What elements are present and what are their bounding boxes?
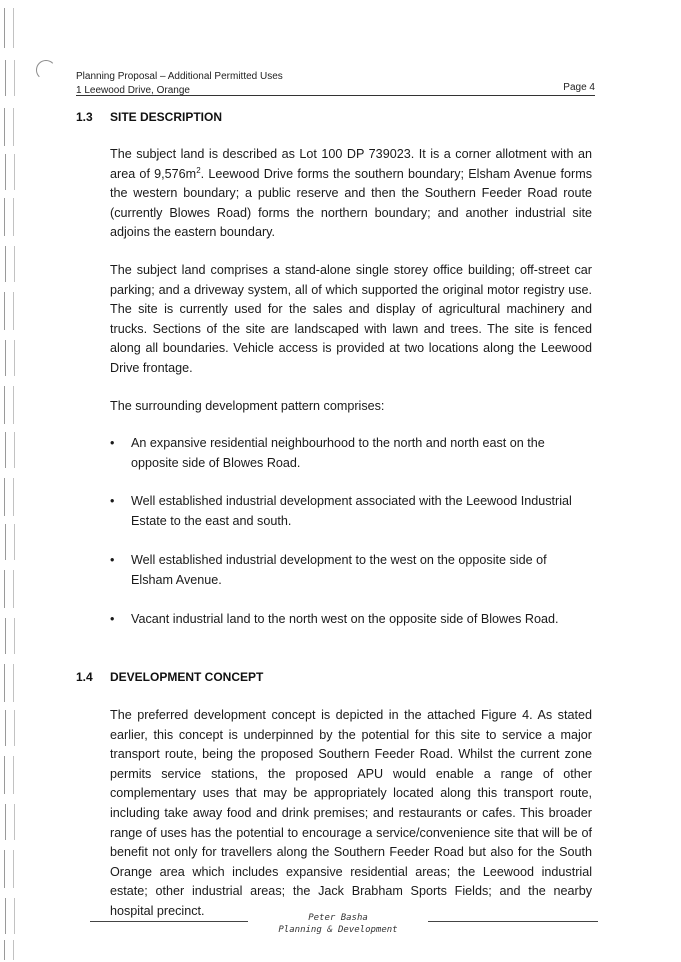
section-title: SITE DESCRIPTION: [110, 110, 223, 124]
bullet-text: Well established industrial development associated with the Leewood Industrial Estate to the east and south.: [131, 494, 572, 528]
bullet-item: [110, 492, 592, 531]
section-heading-site-description: [76, 110, 222, 124]
bullet-dot-icon: •: [110, 553, 115, 567]
section-heading-development-concept: [76, 670, 263, 684]
superscript: 2: [196, 165, 201, 175]
footer-author-name: Peter Basha: [308, 913, 368, 923]
section-number: 1.4: [76, 670, 93, 684]
footer-divider-left: [90, 921, 248, 922]
section-title: DEVELOPMENT CONCEPT: [110, 670, 264, 684]
punch-hole-mark: [36, 60, 56, 80]
paragraph-site-lot: [110, 145, 592, 243]
bullet-item: [110, 551, 592, 590]
page-number: Page 4: [563, 82, 595, 93]
bullet-text: Well established industrial development to the west on the opposite side of Elsham Avenue.: [131, 553, 547, 587]
bullet-dot-icon: •: [110, 612, 115, 626]
bullet-item: [110, 434, 592, 473]
paragraph-surrounding-intro: The surrounding development pattern comprises:: [110, 399, 385, 413]
footer-divider-right: [428, 921, 598, 922]
header-divider: [76, 95, 595, 96]
section-number: 1.3: [76, 110, 93, 124]
bullet-dot-icon: •: [110, 436, 115, 450]
binding-marks: [0, 0, 22, 962]
paragraph-site-comprises: The subject land comprises a stand-alone single storey office building; off-street car parking; and a driveway system, all of which supported the original motor registry use. The site is currently used for the sales and display of agricultural machinery and trucks. Sections of the site are landscaped with lawn and trees. The site is fenced along all boundaries. Vehicle access is provided at two locations along the Leewood Drive frontage.: [110, 263, 592, 375]
header-address: 1 Leewood Drive, Orange: [76, 85, 190, 96]
footer-author-subtitle: Planning & Development: [278, 925, 398, 935]
paragraph-text: . Leewood Drive forms the southern boundary; Elsham Avenue forms the western boundary; a public reserve and then the Southern Feeder Road route (currently Blowes Road) forms the northern boundary; and another industrial site adjoins the eastern boundary.: [110, 166, 593, 240]
paragraph-development-concept: The preferred development concept is depicted in the attached Figure 4. As stated earlier, this concept is underpinned by the potential for this site to service a major transport route, being the proposed Southern Feeder Road. Whilst the current zone permits service stations, the proposed APU would enable a range of other complementary uses that may be appropriately located along this transport route, including take away food and drink premises; and restaurants or cafes. This broader range of uses has the potential to encourage a service/convenience site that will be of benefit not only for travellers along the Southern Feeder Road but also for the South Orange area which includes expansive residential areas; the Leewood industrial estate; other industrial areas; the Jack Brabham Sports Fields; and the nearby hospital precinct.: [110, 708, 592, 918]
bullet-dot-icon: •: [110, 494, 115, 508]
paragraph-text: The subject land is described as Lot 100 DP 739023. It is a corner allotment with an area of 9,576m: [110, 147, 592, 181]
bullet-text: An expansive residential neighbourhood to the north and north east on the opposite side of Blowes Road.: [131, 436, 545, 470]
bullet-item: [110, 610, 592, 630]
page-header: [76, 70, 283, 98]
header-title: Planning Proposal – Additional Permitted Uses: [76, 71, 283, 82]
bullet-text: Vacant industrial land to the north west on the opposite side of Blowes Road.: [131, 612, 559, 626]
